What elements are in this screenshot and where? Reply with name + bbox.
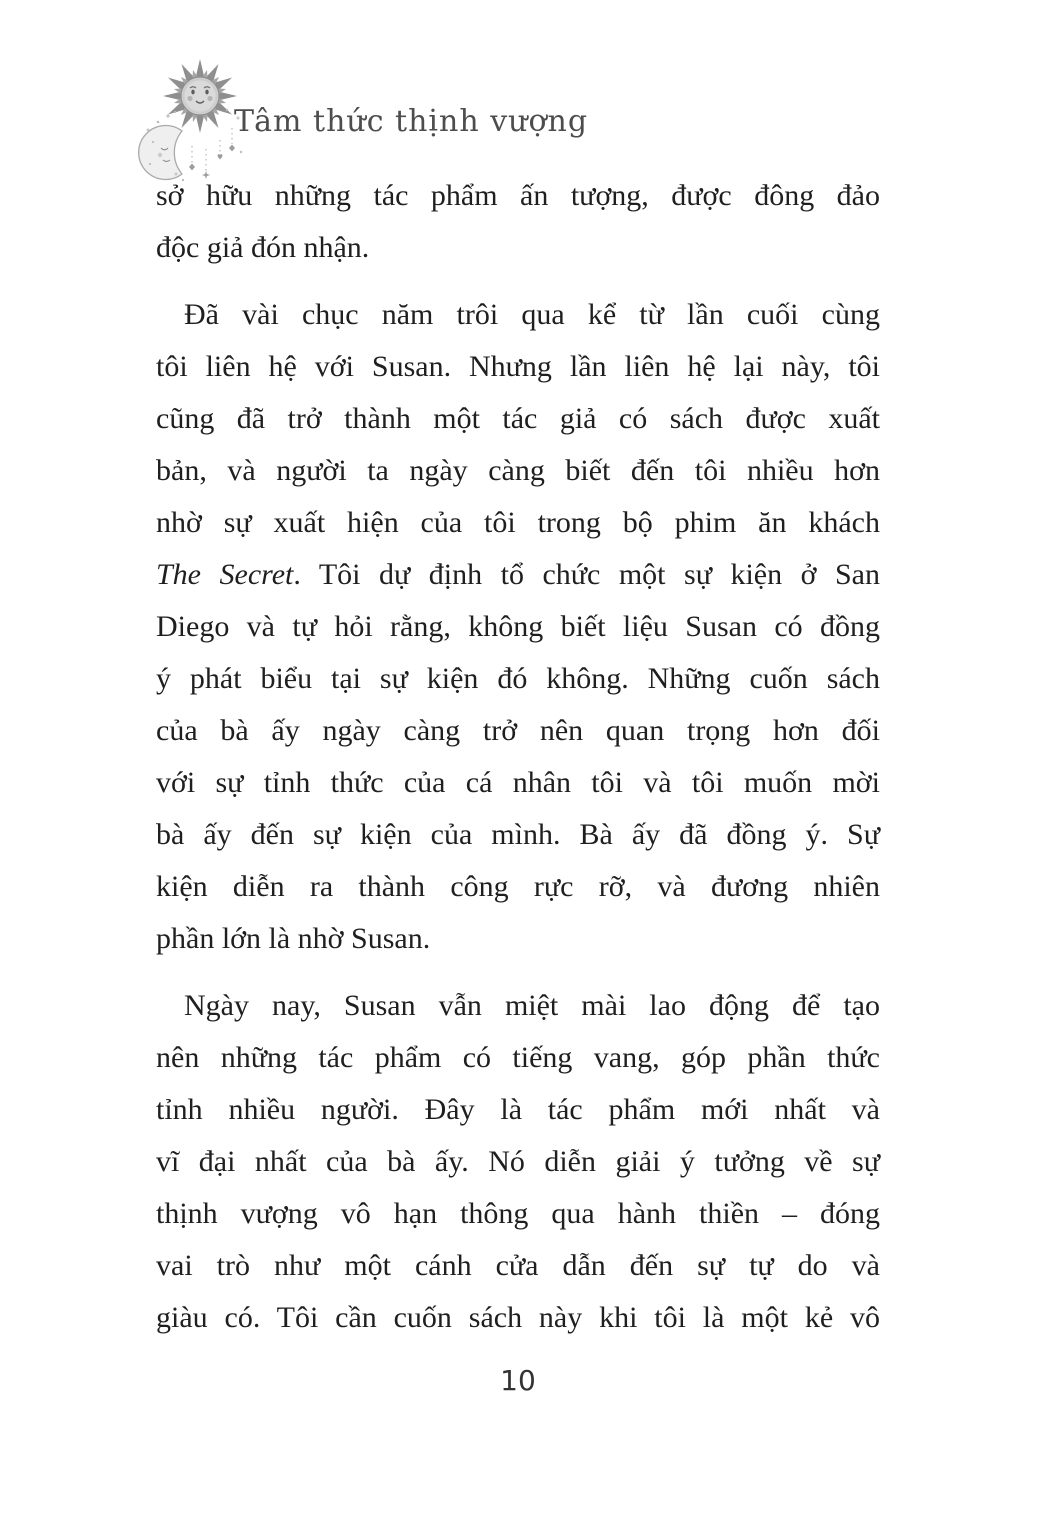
text-segment: nhờ sự xuất hiện của tôi trong bộ phim ăn khách bbox=[156, 506, 880, 539]
paragraph bbox=[156, 980, 880, 1344]
body-text bbox=[156, 170, 880, 1359]
text-line bbox=[156, 289, 880, 341]
paragraph bbox=[156, 289, 880, 965]
text-segment: giàu có. Tôi cần cuốn sách này khi tôi là một kẻ vô bbox=[156, 1301, 880, 1334]
text-segment: bản, và người ta ngày càng biết đến tôi nhiều hơn bbox=[156, 454, 880, 487]
text-segment: . Tôi dự định tổ chức một sự kiện ở San bbox=[293, 558, 881, 591]
text-line bbox=[156, 1136, 880, 1188]
text-line bbox=[156, 1084, 880, 1136]
text-segment: thịnh vượng vô hạn thông qua hành thiền – đóng bbox=[156, 1197, 880, 1230]
text-segment: độc giả đón nhận. bbox=[156, 231, 370, 264]
text-segment: cũng đã trở thành một tác giả có sách được xuất bbox=[156, 402, 880, 435]
text-line bbox=[156, 1240, 880, 1292]
text-segment: ý phát biểu tại sự kiện đó không. Những cuốn sách bbox=[156, 662, 880, 695]
text-segment: kiện diễn ra thành công rực rỡ, và đương nhiên bbox=[156, 870, 880, 903]
text-line bbox=[156, 757, 880, 809]
text-segment: tôi liên hệ với Susan. Nhưng lần liên hệ lại này, tôi bbox=[156, 350, 880, 383]
text-line bbox=[156, 1032, 880, 1084]
book-title-italic: The Secret bbox=[156, 558, 294, 591]
text-segment: Diego và tự hỏi rằng, không biết liệu Susan có đồng bbox=[156, 610, 880, 643]
text-segment: của bà ấy ngày càng trở nên quan trọng hơn đối bbox=[156, 714, 880, 747]
text-line bbox=[156, 653, 880, 705]
text-line bbox=[156, 170, 880, 222]
text-segment: Đã vài chục năm trôi qua kể từ lần cuối cùng bbox=[184, 298, 880, 331]
text-line bbox=[156, 980, 880, 1032]
text-segment: Ngày nay, Susan vẫn miệt mài lao động để tạo bbox=[184, 989, 880, 1022]
text-segment: với sự tỉnh thức của cá nhân tôi và tôi muốn mời bbox=[156, 766, 880, 799]
text-line bbox=[156, 809, 880, 861]
running-title: Tâm thức thịnh vượng bbox=[234, 104, 589, 139]
text-line bbox=[156, 1188, 880, 1240]
paragraph bbox=[156, 170, 880, 274]
text-line bbox=[156, 222, 880, 274]
text-line bbox=[156, 497, 880, 549]
text-segment: phần lớn là nhờ Susan. bbox=[156, 922, 431, 955]
text-line bbox=[156, 549, 880, 601]
text-line bbox=[156, 705, 880, 757]
text-line bbox=[156, 445, 880, 497]
text-segment: sở hữu những tác phẩm ấn tượng, được đông đảo bbox=[156, 179, 880, 212]
text-segment: tỉnh nhiều người. Đây là tác phẩm mới nhất và bbox=[156, 1093, 880, 1126]
text-segment: vĩ đại nhất của bà ấy. Nó diễn giải ý tưởng về sự bbox=[156, 1145, 880, 1178]
text-line bbox=[156, 861, 880, 913]
text-segment: vai trò như một cánh cửa dẫn đến sự tự do và bbox=[156, 1249, 880, 1282]
text-line bbox=[156, 341, 880, 393]
text-line bbox=[156, 913, 880, 965]
text-line bbox=[156, 601, 880, 653]
text-segment: nên những tác phẩm có tiếng vang, góp phần thức bbox=[156, 1041, 880, 1074]
text-segment: bà ấy đến sự kiện của mình. Bà ấy đã đồng ý. Sự bbox=[156, 818, 880, 851]
text-line bbox=[156, 393, 880, 445]
page-number: 10 bbox=[500, 1364, 536, 1397]
text-line bbox=[156, 1292, 880, 1344]
